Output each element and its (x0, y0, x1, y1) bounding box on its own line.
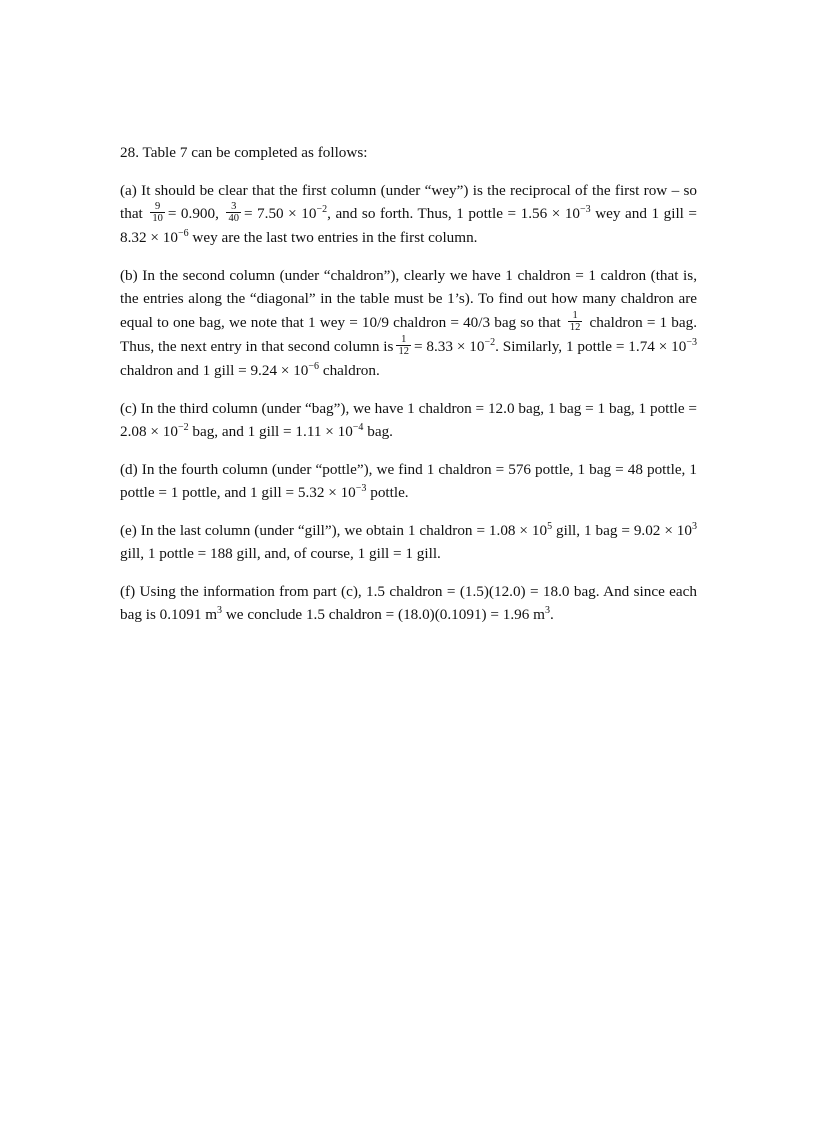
document-page (120, 141, 697, 641)
exponent: 5 (547, 521, 553, 533)
exponent: −6 (308, 360, 320, 372)
part-f-text-2: we conclude 1.5 chaldron = (18.0)(0.1091) = 1.96 m (222, 606, 545, 624)
exponent: −2 (484, 336, 496, 348)
paragraph-part-b (120, 264, 697, 381)
fraction-denominator: 40 (228, 213, 239, 225)
part-b-text-1: (b) In the second column (under “chaldron”), clearly we have 1 chaldron = 1 caldron (that is, the entries along the “diagonal” in the table must be 1’s). To find out how many chaldron are equal to one bag, we note that 1 wey = 10/9 chaldron = 40/3 bag so that (120, 267, 697, 331)
fraction-denominator: 12 (569, 321, 581, 333)
paragraph-part-f (120, 580, 697, 626)
part-c-text-3: bag. (363, 422, 393, 440)
part-a-text-4: , and so forth. Thus, 1 pottle = 1.56 × 10 (327, 205, 581, 223)
exponent: 3 (217, 605, 223, 617)
part-a-text-6: wey are the last two entries in the first column. (188, 229, 478, 247)
part-e-text-1: (e) In the last column (under “gill”), we obtain 1 chaldron = 1.08 × 10 (120, 522, 548, 540)
part-c-text-2: bag, and 1 gill = 1.11 × 10 (188, 422, 353, 440)
fraction-numerator: 1 (401, 333, 407, 345)
fraction-3-40 (226, 201, 241, 224)
exponent: −3 (580, 204, 591, 216)
fraction-numerator: 9 (154, 201, 161, 213)
part-c-text-1: (c) In the third column (under “bag”), we have 1 chaldron = 12.0 bag, 1 bag = 1 bag, 1 pottle = 2.08 × 10 (120, 399, 697, 440)
fraction-1-12 (396, 334, 411, 357)
exponent: 3 (692, 521, 697, 533)
part-a-text-3: = 7.50 × 10 (243, 205, 317, 223)
part-b-text-3: = 8.33 × 10 (413, 337, 485, 355)
exponent: −4 (352, 421, 364, 433)
part-b-text-5: chaldron and 1 gill = 9.24 × 10 (120, 361, 309, 379)
part-b-text-6: chaldron. (319, 361, 380, 379)
part-e-text-2: gill, 1 bag = 9.02 × 10 (552, 522, 692, 540)
part-a-text-1: (a) It should be clear that the first column (under “wey”) is the reciprocal of the first row – so that (120, 182, 697, 223)
exponent: 3 (544, 605, 550, 617)
fraction-numerator: 1 (572, 309, 578, 321)
part-f-text-1: (f) Using the information from part (c), 1.5 chaldron = (1.5)(12.0) = 18.0 bag. And since each bag is 0.1091 m (120, 583, 697, 624)
part-b-text-2: chaldron = 1 bag. Thus, the next entry in that second column is (120, 313, 698, 355)
paragraph-part-c (120, 397, 697, 443)
paragraph-part-a (120, 179, 697, 249)
part-a-text-5: wey and 1 gill = 8.32 × 10 (120, 205, 697, 247)
paragraph-part-e (120, 519, 697, 565)
paragraph-part-d (120, 458, 697, 504)
exponent: −6 (177, 228, 189, 240)
fraction-numerator: 3 (231, 201, 237, 213)
part-a-text-2: = 0.900, (167, 205, 219, 223)
part-e-text-3: gill, 1 pottle = 188 gill, and, of course, 1 gill = 1 gill. (120, 545, 441, 563)
exponent: −3 (686, 336, 698, 348)
part-f-text-3: . (549, 606, 554, 624)
fraction-denominator: 12 (398, 345, 409, 357)
part-d-text-2: pottle. (366, 483, 409, 501)
problem-heading: 28. Table 7 can be completed as follows: (120, 144, 368, 161)
exponent: −3 (355, 482, 367, 494)
fraction-9-10 (150, 201, 165, 224)
fraction-denominator: 10 (152, 213, 163, 225)
part-b-text-4: . Similarly, 1 pottle = 1.74 × 10 (495, 337, 687, 355)
exponent: −2 (177, 421, 189, 433)
exponent: −2 (316, 204, 328, 216)
fraction-1-12 (568, 310, 583, 333)
part-d-text-1: (d) In the fourth column (under “pottle”), we find 1 chaldron = 576 pottle, 1 bag = 48 pottle, 1 pottle = 1 pottle, and 1 gill = 5.32 × 10 (120, 460, 697, 501)
